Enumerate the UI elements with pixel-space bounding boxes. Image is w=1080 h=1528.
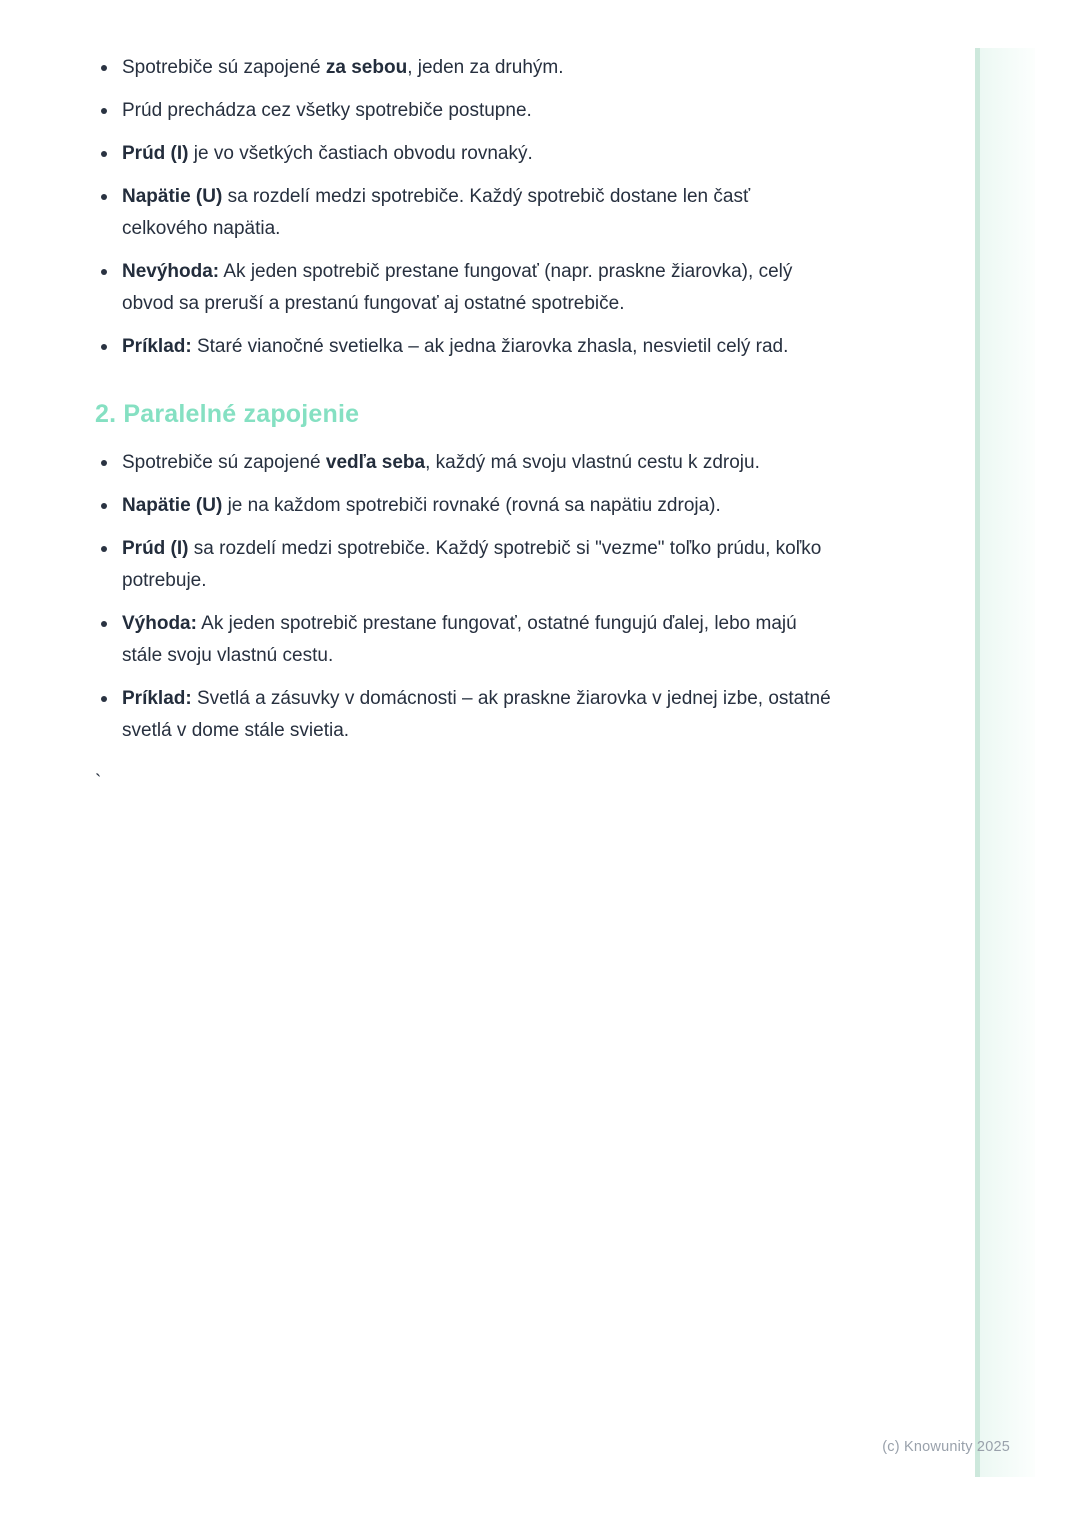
list-item-text: Výhoda: Ak jeden spotrebič prestane fungovať, ostatné fungujú ďalej, lebo majú stále svoju vlastnú cestu.	[122, 613, 797, 666]
bullet-icon	[101, 151, 107, 157]
list-item-text: Nevýhoda: Ak jeden spotrebič prestane fungovať (napr. praskne žiarovka), celý obvod sa preruší a prestanú fungovať aj ostatné spotrebiče.	[122, 261, 793, 314]
list-item	[95, 683, 837, 747]
bullet-icon	[101, 194, 107, 200]
parallel-circuit-list	[95, 447, 837, 747]
list-item	[95, 608, 837, 672]
list-item	[95, 95, 837, 127]
list-item	[95, 533, 837, 597]
list-item	[95, 256, 837, 320]
section-heading-parallel: 2. Paralelné zapojenie	[95, 400, 360, 428]
list-item	[95, 331, 837, 363]
list-item-text: Príklad: Svetlá a zásuvky v domácnosti – ak praskne žiarovka v jednej izbe, ostatné svetlá v dome stále svietia.	[122, 688, 831, 741]
list-item-text: Spotrebiče sú zapojené za sebou, jeden za druhým.	[122, 57, 564, 78]
list-item-text: Prúd (I) je vo všetkých častiach obvodu rovnaký.	[122, 143, 533, 164]
list-item	[95, 138, 837, 170]
list-item	[95, 447, 837, 479]
list-item-text: Napätie (U) sa rozdelí medzi spotrebiče. Každý spotrebič dostane len časť celkového napätia.	[122, 186, 751, 239]
bullet-icon	[101, 546, 107, 552]
list-item	[95, 181, 837, 245]
list-item-text: Príklad: Staré vianočné svetielka – ak jedna žiarovka zhasla, nesvietil celý rad.	[122, 336, 789, 357]
list-item	[95, 490, 837, 522]
series-circuit-list	[95, 52, 837, 363]
list-item-text: Prúd (I) sa rozdelí medzi spotrebiče. Každý spotrebič si "vezme" toľko prúdu, koľko potrebuje.	[122, 538, 822, 591]
list-item	[95, 52, 837, 84]
list-item-text: Spotrebiče sú zapojené vedľa seba, každý má svoju vlastnú cestu k zdroju.	[122, 452, 760, 473]
side-stripe	[975, 48, 1035, 1477]
footer-copyright: (c) Knowunity 2025	[882, 1439, 1010, 1455]
list-item-text: Prúd prechádza cez všetky spotrebiče postupne.	[122, 100, 532, 121]
bullet-icon	[101, 344, 107, 350]
bullet-icon	[101, 108, 107, 114]
bullet-icon	[101, 696, 107, 702]
bullet-icon	[101, 621, 107, 627]
bullet-icon	[101, 269, 107, 275]
list-item-text: Napätie (U) je na každom spotrebiči rovnaké (rovná sa napätiu zdroja).	[122, 495, 721, 516]
bullet-icon	[101, 460, 107, 466]
bullet-icon	[101, 503, 107, 509]
document-content	[95, 52, 837, 799]
bullet-icon	[101, 65, 107, 71]
stray-character: `	[95, 772, 102, 793]
